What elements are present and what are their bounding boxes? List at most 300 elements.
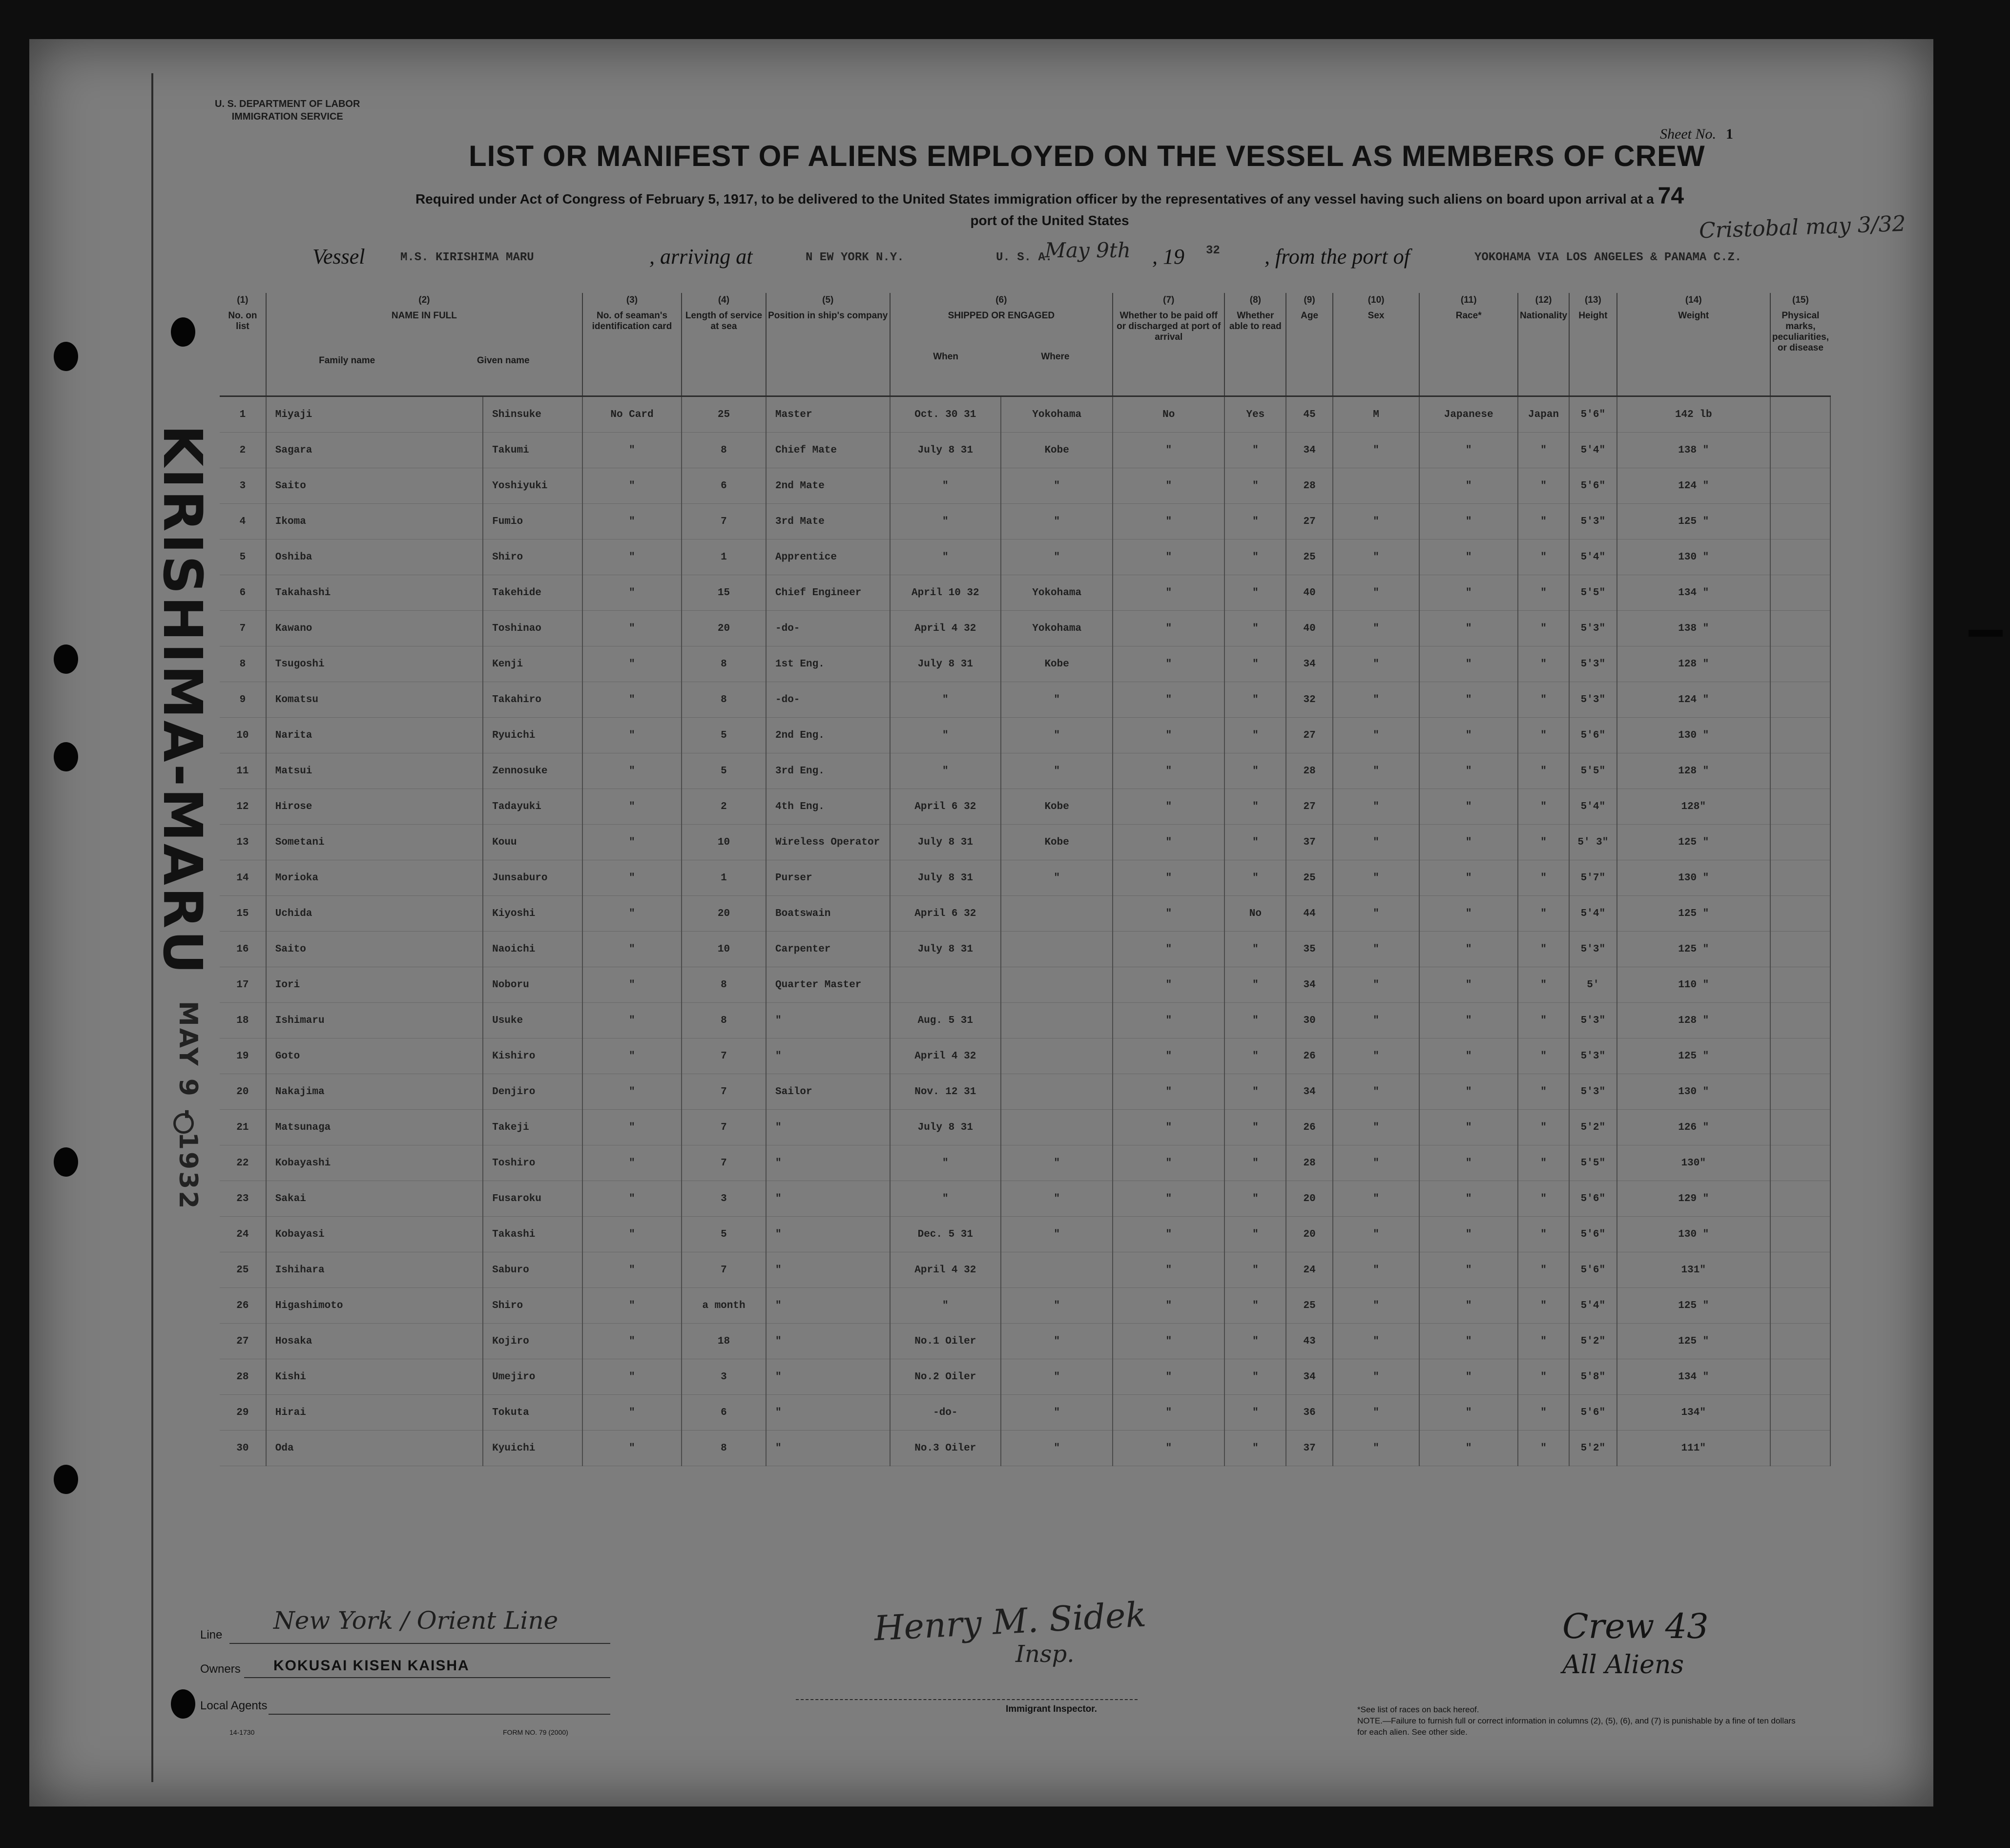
cell-card: " bbox=[582, 789, 682, 825]
col-height-header: (13) Height bbox=[1569, 293, 1617, 396]
cell-sex bbox=[1333, 468, 1420, 504]
cell-marks bbox=[1770, 396, 1830, 433]
cell-when: April 4 32 bbox=[890, 1252, 1001, 1288]
cell-when: No.3 Oiler bbox=[890, 1431, 1001, 1466]
cell-family: Kobayasi bbox=[266, 1217, 483, 1252]
vessel-name: M.S. KIRISHIMA MARU bbox=[400, 251, 534, 264]
cell-when: " bbox=[890, 718, 1001, 753]
cell-read: " bbox=[1224, 967, 1286, 1003]
cell-marks bbox=[1770, 1145, 1830, 1181]
inspector-title: Insp. bbox=[1015, 1640, 1075, 1668]
cell-height: 5'2" bbox=[1569, 1110, 1617, 1145]
cell-read: " bbox=[1224, 718, 1286, 753]
cell-paid: " bbox=[1113, 682, 1224, 718]
cell-no: 16 bbox=[220, 932, 266, 967]
cell-sex: " bbox=[1333, 1038, 1420, 1074]
cell-family: Uchida bbox=[266, 896, 483, 932]
cell-height: 5'3" bbox=[1569, 1038, 1617, 1074]
cell-weight: 125 " bbox=[1617, 896, 1770, 932]
cell-family: Morioka bbox=[266, 860, 483, 896]
cell-height: 5'5" bbox=[1569, 575, 1617, 611]
cell-age: 34 bbox=[1286, 1074, 1332, 1110]
cell-position: 3rd Mate bbox=[766, 504, 890, 540]
cell-given: Takashi bbox=[483, 1217, 582, 1252]
cell-age: 40 bbox=[1286, 575, 1332, 611]
cell-marks bbox=[1770, 1252, 1830, 1288]
cell-where: " bbox=[1001, 540, 1113, 575]
cell-position: Quarter Master bbox=[766, 967, 890, 1003]
col-marks-header: (15) Physical marks, peculiarities, or disease bbox=[1770, 293, 1830, 396]
cell-marks bbox=[1770, 1288, 1830, 1324]
cell-position: Sailor bbox=[766, 1074, 890, 1110]
footnote: *See list of races on back hereof. NOTE.—Failure to furnish full or correct information in columns (2), (5), (6), and (7) is punishable by a fine of ten dollars for each alien. See other side. bbox=[1357, 1705, 1796, 1737]
cell-race: " bbox=[1419, 932, 1518, 967]
cell-card: " bbox=[582, 611, 682, 646]
cell-sex: " bbox=[1333, 1324, 1420, 1359]
department-heading: U. S. DEPARTMENT OF LABOR IMMIGRATION SERVICE bbox=[215, 99, 360, 122]
cell-family: Goto bbox=[266, 1038, 483, 1074]
cell-given: Zennosuke bbox=[483, 753, 582, 789]
cell-race: Japanese bbox=[1419, 396, 1518, 433]
cell-age: 27 bbox=[1286, 504, 1332, 540]
cell-where: " bbox=[1001, 1395, 1113, 1431]
cell-height: 5'6" bbox=[1569, 1217, 1617, 1252]
cell-position: " bbox=[766, 1038, 890, 1074]
margin-date-stamp: MAY 9 - 1932 bbox=[173, 1001, 203, 1211]
cell-position: " bbox=[766, 1359, 890, 1395]
cell-given: Naoichi bbox=[483, 932, 582, 967]
cell-paid: " bbox=[1113, 1110, 1224, 1145]
table-row bbox=[220, 932, 1830, 967]
cell-weight: 128 " bbox=[1617, 1003, 1770, 1038]
cell-when: " bbox=[890, 1181, 1001, 1217]
cell-card: " bbox=[582, 646, 682, 682]
cell-no: 21 bbox=[220, 1110, 266, 1145]
cell-position: -do- bbox=[766, 682, 890, 718]
cell-when: " bbox=[890, 1145, 1001, 1181]
cell-given: Shinsuke bbox=[483, 396, 582, 433]
cell-age: 28 bbox=[1286, 753, 1332, 789]
cell-when: " bbox=[890, 504, 1001, 540]
cell-card: " bbox=[582, 575, 682, 611]
cell-card: " bbox=[582, 1288, 682, 1324]
cell-age: 28 bbox=[1286, 468, 1332, 504]
cell-age: 34 bbox=[1286, 646, 1332, 682]
cell-position: " bbox=[766, 1288, 890, 1324]
cell-weight: 128 " bbox=[1617, 753, 1770, 789]
cell-race: " bbox=[1419, 575, 1518, 611]
arriving-port: N EW YORK N.Y. bbox=[806, 251, 904, 264]
cell-position: 2nd Eng. bbox=[766, 718, 890, 753]
col-position-header: (5) Position in ship's company bbox=[766, 293, 890, 396]
cell-card: " bbox=[582, 1110, 682, 1145]
cell-nat: " bbox=[1518, 468, 1569, 504]
cell-read: " bbox=[1224, 1252, 1286, 1288]
cell-height: 5'2" bbox=[1569, 1431, 1617, 1466]
cell-card: " bbox=[582, 1074, 682, 1110]
cell-service: 6 bbox=[682, 468, 766, 504]
cell-family: Hirose bbox=[266, 789, 483, 825]
cell-when: July 8 31 bbox=[890, 646, 1001, 682]
cell-no: 18 bbox=[220, 1003, 266, 1038]
cell-sex: " bbox=[1333, 860, 1420, 896]
cell-no: 29 bbox=[220, 1395, 266, 1431]
table-row bbox=[220, 1288, 1830, 1324]
cell-height: 5'3" bbox=[1569, 504, 1617, 540]
cell-when: April 10 32 bbox=[890, 575, 1001, 611]
cell-no: 19 bbox=[220, 1038, 266, 1074]
cell-age: 43 bbox=[1286, 1324, 1332, 1359]
cell-race: " bbox=[1419, 540, 1518, 575]
cell-sex: " bbox=[1333, 896, 1420, 932]
cell-card: " bbox=[582, 1038, 682, 1074]
table-row bbox=[220, 1074, 1830, 1110]
cell-when: " bbox=[890, 1288, 1001, 1324]
cell-nat: " bbox=[1518, 1217, 1569, 1252]
cell-height: 5'6" bbox=[1569, 468, 1617, 504]
table-row bbox=[220, 825, 1830, 860]
cell-no: 15 bbox=[220, 896, 266, 932]
cell-when: July 8 31 bbox=[890, 825, 1001, 860]
cell-race: " bbox=[1419, 468, 1518, 504]
cell-when: April 6 32 bbox=[890, 789, 1001, 825]
cell-nat: " bbox=[1518, 1395, 1569, 1431]
table-row bbox=[220, 967, 1830, 1003]
cell-sex: " bbox=[1333, 1252, 1420, 1288]
cell-card: No Card bbox=[582, 396, 682, 433]
col-weight-header: (14) Weight bbox=[1617, 293, 1770, 396]
cell-age: 20 bbox=[1286, 1181, 1332, 1217]
cell-paid: " bbox=[1113, 1074, 1224, 1110]
cell-weight: 110 " bbox=[1617, 967, 1770, 1003]
cell-height: 5'3" bbox=[1569, 611, 1617, 646]
table-row bbox=[220, 396, 1830, 433]
agents-rule bbox=[269, 1714, 610, 1715]
cell-no: 22 bbox=[220, 1145, 266, 1181]
cell-sex: " bbox=[1333, 1145, 1420, 1181]
col-paid-header: (7) Whether to be paid off or discharged at port of arrival bbox=[1113, 293, 1224, 396]
cell-read: " bbox=[1224, 1288, 1286, 1324]
cell-weight: 130 " bbox=[1617, 860, 1770, 896]
cell-card: " bbox=[582, 540, 682, 575]
cell-read: " bbox=[1224, 1359, 1286, 1395]
inspector-label: Immigrant Inspector. bbox=[1006, 1704, 1097, 1714]
cell-marks bbox=[1770, 718, 1830, 753]
cell-service: 6 bbox=[682, 1395, 766, 1431]
cell-service: 25 bbox=[682, 396, 766, 433]
cell-given: Takehide bbox=[483, 575, 582, 611]
cell-nat: " bbox=[1518, 789, 1569, 825]
cell-paid: " bbox=[1113, 1217, 1224, 1252]
cell-marks bbox=[1770, 575, 1830, 611]
cell-family: Nakajima bbox=[266, 1074, 483, 1110]
cell-no: 30 bbox=[220, 1431, 266, 1466]
cell-where: " bbox=[1001, 682, 1113, 718]
cell-height: 5'4" bbox=[1569, 1288, 1617, 1324]
cell-service: 8 bbox=[682, 433, 766, 468]
cell-family: Iori bbox=[266, 967, 483, 1003]
cell-when: Oct. 30 31 bbox=[890, 396, 1001, 433]
cell-when bbox=[890, 967, 1001, 1003]
owners-label: Owners bbox=[200, 1662, 241, 1676]
cell-service: 7 bbox=[682, 1145, 766, 1181]
cell-weight: 130" bbox=[1617, 1145, 1770, 1181]
cell-family: Hirai bbox=[266, 1395, 483, 1431]
cell-read: " bbox=[1224, 789, 1286, 825]
cell-age: 44 bbox=[1286, 896, 1332, 932]
cell-race: " bbox=[1419, 789, 1518, 825]
cell-sex: " bbox=[1333, 1288, 1420, 1324]
cell-marks bbox=[1770, 646, 1830, 682]
cell-race: " bbox=[1419, 646, 1518, 682]
cell-sex: " bbox=[1333, 433, 1420, 468]
cell-race: " bbox=[1419, 896, 1518, 932]
owners-value: KOKUSAI KISEN KAISHA bbox=[273, 1658, 470, 1674]
cell-no: 11 bbox=[220, 753, 266, 789]
cell-family: Saito bbox=[266, 932, 483, 967]
cell-position: " bbox=[766, 1252, 890, 1288]
cell-card: " bbox=[582, 860, 682, 896]
cell-marks bbox=[1770, 433, 1830, 468]
cell-race: " bbox=[1419, 1395, 1518, 1431]
cell-height: 5'4" bbox=[1569, 540, 1617, 575]
table-row bbox=[220, 540, 1830, 575]
cell-position: " bbox=[766, 1431, 890, 1466]
cell-no: 27 bbox=[220, 1324, 266, 1359]
cell-paid: " bbox=[1113, 646, 1224, 682]
cell-service: 7 bbox=[682, 1038, 766, 1074]
cell-when: April 4 32 bbox=[890, 1038, 1001, 1074]
cell-no: 13 bbox=[220, 825, 266, 860]
cell-sex: " bbox=[1333, 1359, 1420, 1395]
cell-service: 18 bbox=[682, 1324, 766, 1359]
cell-card: " bbox=[582, 896, 682, 932]
cell-sex: " bbox=[1333, 504, 1420, 540]
punch-hole bbox=[54, 1465, 78, 1494]
cell-service: 3 bbox=[682, 1181, 766, 1217]
cell-nat: Japan bbox=[1518, 396, 1569, 433]
cell-given: Tokuta bbox=[483, 1395, 582, 1431]
cell-where: " bbox=[1001, 1217, 1113, 1252]
cell-position: " bbox=[766, 1110, 890, 1145]
cell-read: " bbox=[1224, 433, 1286, 468]
cell-paid: " bbox=[1113, 468, 1224, 504]
cell-sex: " bbox=[1333, 611, 1420, 646]
cell-read: " bbox=[1224, 1074, 1286, 1110]
table-row bbox=[220, 1324, 1830, 1359]
cell-height: 5'3" bbox=[1569, 1074, 1617, 1110]
cell-marks bbox=[1770, 682, 1830, 718]
cell-nat: " bbox=[1518, 753, 1569, 789]
line-rule bbox=[229, 1643, 610, 1644]
cell-age: 24 bbox=[1286, 1252, 1332, 1288]
cell-card: " bbox=[582, 718, 682, 753]
cell-race: " bbox=[1419, 860, 1518, 896]
cell-read: " bbox=[1224, 611, 1286, 646]
cell-when: " bbox=[890, 540, 1001, 575]
cell-family: Kishi bbox=[266, 1359, 483, 1395]
table-row bbox=[220, 789, 1830, 825]
cell-nat: " bbox=[1518, 860, 1569, 896]
cell-when: Dec. 5 31 bbox=[890, 1217, 1001, 1252]
cell-when: No.2 Oiler bbox=[890, 1359, 1001, 1395]
punch-hole bbox=[54, 342, 78, 371]
cell-paid: " bbox=[1113, 1324, 1224, 1359]
cell-given: Kiyoshi bbox=[483, 896, 582, 932]
cell-weight: 130 " bbox=[1617, 1217, 1770, 1252]
cell-marks bbox=[1770, 1431, 1830, 1466]
cell-given: Junsaburo bbox=[483, 860, 582, 896]
cell-when: April 4 32 bbox=[890, 611, 1001, 646]
table-row bbox=[220, 1003, 1830, 1038]
cell-card: " bbox=[582, 433, 682, 468]
cell-given: Saburo bbox=[483, 1252, 582, 1288]
col-sex-header: (10) Sex bbox=[1333, 293, 1420, 396]
cell-nat: " bbox=[1518, 1359, 1569, 1395]
cell-read: " bbox=[1224, 1038, 1286, 1074]
table-row bbox=[220, 1038, 1830, 1074]
cell-service: 1 bbox=[682, 540, 766, 575]
cell-paid: " bbox=[1113, 896, 1224, 932]
cell-read: " bbox=[1224, 932, 1286, 967]
cell-paid: " bbox=[1113, 825, 1224, 860]
cell-weight: 134 " bbox=[1617, 1359, 1770, 1395]
table-row bbox=[220, 718, 1830, 753]
cell-card: " bbox=[582, 1145, 682, 1181]
cell-where bbox=[1001, 932, 1113, 967]
cell-sex: " bbox=[1333, 540, 1420, 575]
cell-race: " bbox=[1419, 1252, 1518, 1288]
cell-card: " bbox=[582, 1359, 682, 1395]
cell-read: " bbox=[1224, 646, 1286, 682]
form-number: FORM NO. 79 (2000) bbox=[503, 1728, 568, 1736]
cell-read: " bbox=[1224, 1145, 1286, 1181]
cell-family: Sagara bbox=[266, 433, 483, 468]
col-service-header: (4) Length of service at sea bbox=[682, 293, 766, 396]
cell-no: 26 bbox=[220, 1288, 266, 1324]
year: 32 bbox=[1206, 244, 1220, 257]
cell-race: " bbox=[1419, 718, 1518, 753]
cell-when: Aug. 5 31 bbox=[890, 1003, 1001, 1038]
cell-nat: " bbox=[1518, 1110, 1569, 1145]
cell-weight: 134 " bbox=[1617, 575, 1770, 611]
cell-position: Chief Engineer bbox=[766, 575, 890, 611]
cell-read: " bbox=[1224, 575, 1286, 611]
col-age-header: (9) Age bbox=[1286, 293, 1332, 396]
arrival-date: May 9th bbox=[1045, 238, 1131, 262]
cell-no: 5 bbox=[220, 540, 266, 575]
vessel-line: Vessel M.S. KIRISHIMA MARU , arriving at N EW YORK N.Y. U. S. A. May 9th , 19 32 , from the port of YOKOHAMA VIA LOS ANGELES & PANAMA C.Z. bbox=[312, 238, 1742, 269]
cell-sex: " bbox=[1333, 1003, 1420, 1038]
cell-where: Kobe bbox=[1001, 825, 1113, 860]
cell-age: 36 bbox=[1286, 1395, 1332, 1431]
cell-paid: " bbox=[1113, 753, 1224, 789]
cell-sex: " bbox=[1333, 789, 1420, 825]
cell-service: 8 bbox=[682, 646, 766, 682]
cell-family: Higashimoto bbox=[266, 1288, 483, 1324]
cell-when: " bbox=[890, 468, 1001, 504]
punch-hole bbox=[54, 742, 78, 771]
cell-position: 4th Eng. bbox=[766, 789, 890, 825]
cell-read: " bbox=[1224, 1217, 1286, 1252]
cell-age: 34 bbox=[1286, 967, 1332, 1003]
cell-no: 1 bbox=[220, 396, 266, 433]
sheet-number: Sheet No. 1 bbox=[1660, 126, 1733, 142]
cell-when: April 6 32 bbox=[890, 896, 1001, 932]
cell-height: 5'3" bbox=[1569, 1003, 1617, 1038]
cell-read: " bbox=[1224, 1003, 1286, 1038]
cell-given: Yoshiyuki bbox=[483, 468, 582, 504]
cell-when: " bbox=[890, 682, 1001, 718]
cell-nat: " bbox=[1518, 433, 1569, 468]
cell-given: Fumio bbox=[483, 504, 582, 540]
table-row bbox=[220, 1145, 1830, 1181]
cell-position: Master bbox=[766, 396, 890, 433]
cell-position: 1st Eng. bbox=[766, 646, 890, 682]
cell-race: " bbox=[1419, 1038, 1518, 1074]
cell-where: " bbox=[1001, 504, 1113, 540]
cell-paid: " bbox=[1113, 1359, 1224, 1395]
cell-nat: " bbox=[1518, 1181, 1569, 1217]
cell-given: Takahiro bbox=[483, 682, 582, 718]
table-row bbox=[220, 896, 1830, 932]
cell-age: 34 bbox=[1286, 433, 1332, 468]
punch-hole bbox=[54, 1147, 78, 1177]
table-row bbox=[220, 433, 1830, 468]
cell-age: 30 bbox=[1286, 1003, 1332, 1038]
cell-given: Toshiro bbox=[483, 1145, 582, 1181]
cell-no: 12 bbox=[220, 789, 266, 825]
cell-height: 5'8" bbox=[1569, 1359, 1617, 1395]
table-row bbox=[220, 1359, 1830, 1395]
cell-family: Ishimaru bbox=[266, 1003, 483, 1038]
cell-position: Carpenter bbox=[766, 932, 890, 967]
cell-no: 25 bbox=[220, 1252, 266, 1288]
table-row bbox=[220, 1217, 1830, 1252]
cell-given: Kyuichi bbox=[483, 1431, 582, 1466]
cell-position: " bbox=[766, 1324, 890, 1359]
cell-service: a month bbox=[682, 1288, 766, 1324]
cell-height: 5'6" bbox=[1569, 1252, 1617, 1288]
cell-when: No.1 Oiler bbox=[890, 1324, 1001, 1359]
cell-nat: " bbox=[1518, 1252, 1569, 1288]
cell-weight: 130 " bbox=[1617, 540, 1770, 575]
cell-where: " bbox=[1001, 860, 1113, 896]
cell-read: " bbox=[1224, 860, 1286, 896]
cell-no: 6 bbox=[220, 575, 266, 611]
cell-paid: " bbox=[1113, 718, 1224, 753]
table-row bbox=[220, 1395, 1830, 1431]
table-row bbox=[220, 504, 1830, 540]
cell-no: 20 bbox=[220, 1074, 266, 1110]
cell-weight: 130 " bbox=[1617, 1074, 1770, 1110]
cell-given: Umejiro bbox=[483, 1359, 582, 1395]
cell-marks bbox=[1770, 932, 1830, 967]
small-code: 14-1730 bbox=[229, 1728, 255, 1736]
cell-when: " bbox=[890, 753, 1001, 789]
cell-where: " bbox=[1001, 468, 1113, 504]
cell-weight: 125 " bbox=[1617, 1324, 1770, 1359]
cell-family: Oda bbox=[266, 1431, 483, 1466]
cell-paid: " bbox=[1113, 1181, 1224, 1217]
cell-marks bbox=[1770, 1003, 1830, 1038]
cell-age: 25 bbox=[1286, 860, 1332, 896]
cell-height: 5'4" bbox=[1569, 789, 1617, 825]
cell-paid: " bbox=[1113, 1395, 1224, 1431]
cell-marks bbox=[1770, 789, 1830, 825]
cell-where: " bbox=[1001, 753, 1113, 789]
cell-service: 5 bbox=[682, 753, 766, 789]
